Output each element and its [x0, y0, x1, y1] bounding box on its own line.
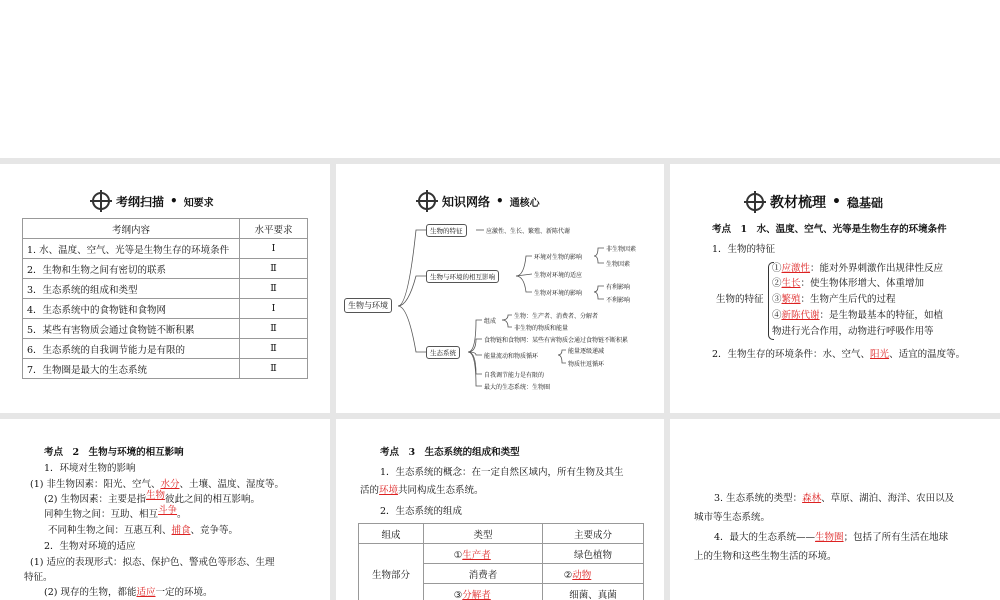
text-span: 、土壤、温度、湿度等。	[179, 479, 285, 490]
section-subtitle: 通核心	[509, 197, 540, 209]
feature-text: ：使生物体形增大、体重增加	[800, 278, 925, 289]
table-cell: 5．某些有害物质会通过食物链不断积累	[23, 319, 240, 339]
text-span: 3. 生态系统的类型：	[714, 493, 803, 504]
text-line	[44, 507, 187, 522]
table-cell: 绿色植物	[543, 544, 644, 564]
brace-label: 生物的特征	[716, 294, 764, 305]
table-row	[23, 359, 308, 379]
mindmap-leaf: 组成	[484, 318, 497, 325]
table-row	[359, 544, 644, 564]
text-span: (2) 生物因素：主要是指	[44, 494, 146, 505]
answer-blank: 环境	[379, 485, 399, 496]
table-cell: Ⅱ	[240, 339, 308, 359]
table-row	[23, 339, 308, 359]
mindmap-leaf: 生物对环境的影响	[534, 290, 583, 297]
table-cell: 细菌、真菌	[543, 584, 644, 600]
mindmap-leaf: 最大的生态系统：生物圈	[484, 384, 551, 391]
text-line: 城市等生态系统。	[694, 512, 771, 523]
table-cell: 4．生态系统中的食物链和食物网	[23, 299, 240, 319]
feature-text: ：能对外界刺激作出规律性反应	[810, 263, 944, 274]
text-span: 、竞争等。	[190, 525, 239, 536]
table-row	[23, 299, 308, 319]
mindmap-node: 生物的特征	[426, 224, 467, 237]
mindmap-leaf: 自我调节能力是有限的	[484, 372, 545, 379]
text-span: 4．最大的生态系统——	[714, 532, 816, 543]
mindmap-leaf: 非生物因素	[606, 246, 637, 253]
answer-blank: 动物	[572, 569, 592, 581]
mindmap-leaf: 能量逐级递减	[568, 348, 605, 355]
text-span: 一定的环境。	[155, 587, 213, 598]
table-cell: Ⅱ	[240, 359, 308, 379]
panel-syllabus	[0, 164, 330, 413]
item-number: ③	[453, 589, 463, 600]
section-dot: •	[496, 194, 504, 208]
text-span: (2) 现存的生物，都能	[44, 587, 137, 598]
text-line	[48, 523, 238, 538]
panel-kaodian-3	[336, 419, 664, 600]
panel-kaodian-2	[0, 419, 330, 600]
answer-blank: 适应	[136, 587, 156, 598]
text-line: 2．生物对环境的适应	[44, 541, 136, 552]
table-cell	[424, 584, 543, 600]
answer-blank: 生物	[145, 490, 165, 501]
panel-knowledge-network	[336, 164, 664, 413]
text-line: 特征。	[24, 572, 53, 583]
text-span: 不同种生物之间：互惠互利、	[48, 525, 172, 536]
table-header: 水平要求	[240, 219, 308, 239]
section-header	[746, 192, 883, 212]
mindmap-leaf: 有利影响	[606, 284, 631, 291]
table-row	[23, 319, 308, 339]
kaodian-heading: 考点 1 水、温度、空气、光等是生物生存的环境条件	[712, 224, 947, 235]
text-span: 共同构成生态系统。	[398, 485, 484, 496]
text-line	[712, 347, 965, 362]
answer-blank: 水分	[160, 479, 180, 490]
text-span: 。	[177, 509, 187, 520]
table-header-row	[359, 524, 644, 544]
composition-table	[358, 523, 644, 600]
text-span: 2．生物生存的环境条件：水、空气、	[712, 349, 871, 360]
feature-text: ：生物产生后代的过程	[800, 294, 896, 305]
text-line	[44, 492, 260, 507]
table-cell	[424, 544, 543, 564]
mindmap-leaf: 生物因素	[606, 261, 631, 268]
mindmap-root: 生物与环境	[344, 298, 392, 313]
text-span: 、草原、湖泊、海洋、农田以及	[821, 493, 955, 504]
table-row	[23, 279, 308, 299]
feature-text: ：是生物最基本的特征，如植	[819, 310, 944, 321]
answer-blank: 生产者	[462, 549, 491, 561]
table-cell	[543, 564, 644, 584]
section-subtitle: 稳基础	[846, 195, 883, 210]
section-title: 考纲扫描	[116, 194, 165, 209]
mindmap-node: 生态系统	[426, 346, 460, 359]
feature-line	[772, 261, 943, 276]
table-cell: 7．生物圈是最大的生态系统	[23, 359, 240, 379]
answer-blank: 分解者	[462, 589, 491, 600]
table-header: 考纲内容	[23, 219, 240, 239]
table-cell: 3．生态系统的组成和类型	[23, 279, 240, 299]
table-cell: 消费者	[424, 564, 543, 584]
panel-ecosystem-types	[670, 419, 1000, 600]
wheel-icon	[92, 192, 110, 210]
table-cell: 1. 水、温度、空气、光等是生物生存的环境条件	[23, 239, 240, 259]
mindmap-leaf: 环境对生物的影响	[534, 254, 583, 261]
panel-textbook-review	[670, 164, 1000, 413]
answer-blank: 新陈代谢	[781, 310, 820, 321]
mindmap-leaf: 生物对环境的适应	[534, 272, 583, 279]
table-row	[23, 239, 308, 259]
text-span: ；包括了所有生活在地球	[843, 532, 949, 543]
feature-number: ②	[772, 278, 782, 289]
feature-number: ①	[772, 263, 782, 274]
table-header-row	[23, 219, 308, 239]
answer-blank: 阳光	[870, 349, 890, 360]
section-header	[92, 192, 214, 210]
mindmap-leaf: 非生物的物质和能量	[514, 325, 569, 332]
table-cell: Ⅰ	[240, 239, 308, 259]
feature-line	[772, 276, 924, 291]
table-header: 组成	[359, 524, 424, 544]
answer-blank: 生长	[781, 278, 801, 289]
feature-line	[772, 308, 943, 323]
answer-blank: 捕食	[171, 525, 191, 536]
text-span: 彼此之间的相互影响。	[165, 494, 261, 505]
table-header: 类型	[424, 524, 543, 544]
answer-blank: 繁殖	[781, 294, 801, 305]
text-line: (1) 适应的表现形式：拟态、保护色、警戒色等形态、生理	[30, 557, 275, 568]
kaodian-heading: 考点 2 生物与环境的相互影响	[44, 447, 184, 458]
text-line: 2．生态系统的组成	[380, 506, 463, 517]
text-line: 上的生物和这些生物生活的环境。	[694, 551, 837, 562]
kaodian-heading: 考点 3 生态系统的组成和类型	[380, 447, 520, 458]
table-cell: 生物部分	[359, 544, 424, 600]
table-cell: 2．生物和生物之间有密切的联系	[23, 259, 240, 279]
feature-line	[772, 292, 896, 307]
section-title: 教材梳理	[770, 195, 826, 211]
mindmap-leaf: 物质往返循环	[568, 361, 605, 368]
mindmap-leaf: 食物链和食物网：某些有害物质会通过食物链不断积累	[484, 337, 629, 344]
text-span: 活的	[360, 485, 380, 496]
item-number: ①	[453, 549, 463, 561]
text-line	[714, 530, 948, 545]
mindmap-node: 生物与环境的相互影响	[426, 270, 499, 283]
text-span: 、适宜的温度等。	[889, 349, 966, 360]
item-number: ②	[563, 569, 573, 581]
section-subtitle: 知要求	[183, 197, 214, 209]
table-header: 主要成分	[543, 524, 644, 544]
text-span: (1) 非生物因素：阳光、空气、	[30, 479, 161, 490]
section-title: 知识网络	[442, 194, 491, 209]
table-cell: Ⅰ	[240, 299, 308, 319]
text-span: 同种生物之间：互助、相互	[44, 509, 159, 520]
mindmap-leaf: 应激性、生长、繁殖、新陈代谢	[486, 228, 571, 235]
table-cell: Ⅱ	[240, 319, 308, 339]
mindmap-leaf: 生物：生产者、消费者、分解者	[514, 313, 599, 320]
text-line	[44, 585, 213, 600]
mindmap-leaf: 能量流动和物质循环	[484, 353, 539, 360]
text-line: 1．生态系统的概念：在一定自然区域内，所有生物及其生	[380, 467, 624, 478]
answer-blank: 森林	[802, 493, 822, 504]
mindmap-leaf: 不利影响	[606, 297, 631, 304]
syllabus-table	[22, 218, 308, 379]
table-row	[23, 259, 308, 279]
text-line	[360, 483, 484, 498]
feature-line-cont: 物进行光合作用，动物进行呼吸作用等	[772, 326, 934, 337]
table-cell: Ⅱ	[240, 279, 308, 299]
section-dot: •	[170, 194, 178, 208]
section-dot: •	[832, 194, 841, 210]
answer-blank: 应激性	[781, 263, 811, 274]
answer-blank: 斗争	[158, 505, 178, 516]
feature-number: ④	[772, 310, 782, 321]
feature-number: ③	[772, 294, 782, 305]
text-line	[714, 491, 954, 506]
text-line: 1．生物的特征	[712, 244, 776, 255]
table-cell: 6．生态系统的自我调节能力是有限的	[23, 339, 240, 359]
table-cell: Ⅱ	[240, 259, 308, 279]
answer-blank: 生物圈	[815, 532, 844, 543]
text-line: 1．环境对生物的影响	[44, 463, 136, 474]
wheel-icon	[746, 193, 764, 211]
